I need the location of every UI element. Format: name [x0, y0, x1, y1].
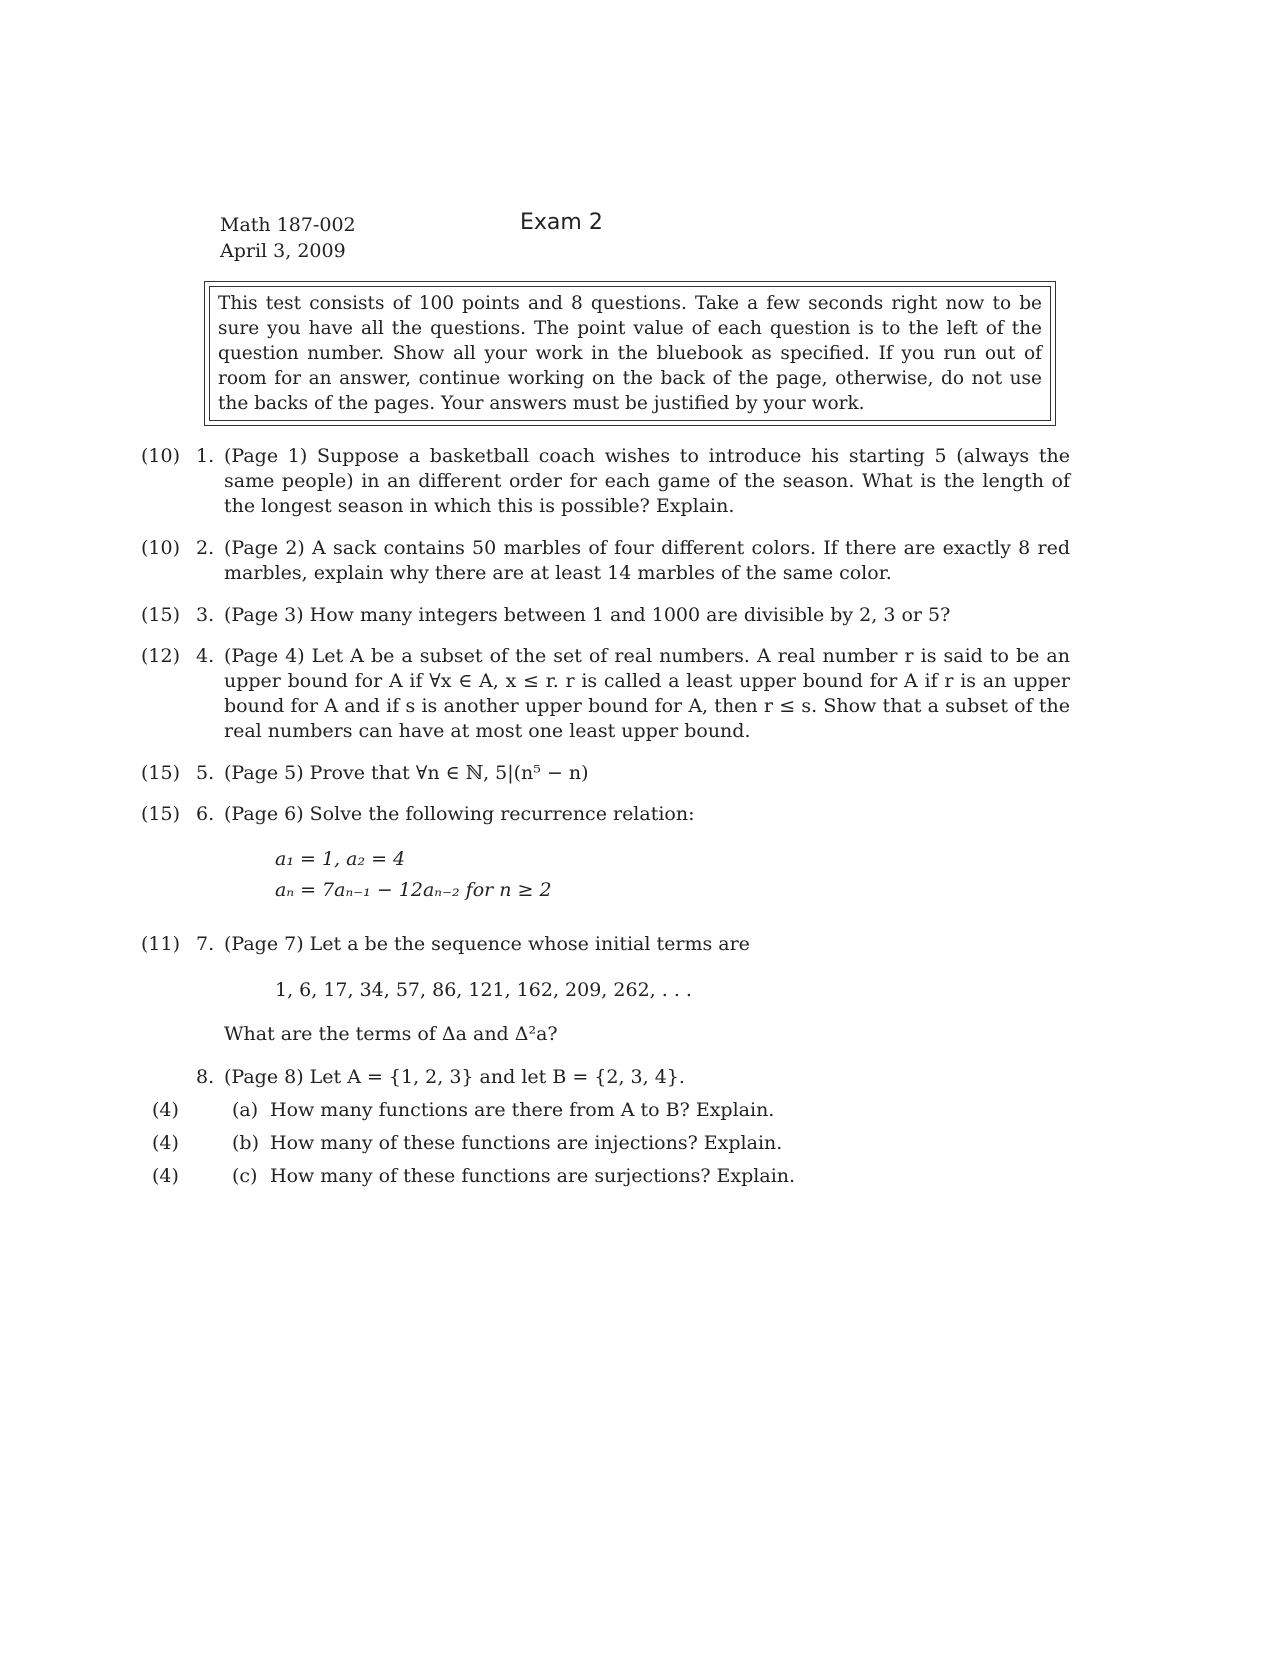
part-label: (c) [232, 1165, 258, 1187]
question-number: 5. [196, 762, 215, 784]
part-points: (4) [152, 1165, 179, 1187]
q6-equation-initial: a₁ = 1, a₂ = 4 [275, 848, 406, 870]
instructions-box [204, 281, 1056, 426]
question-points: (12) [140, 645, 180, 667]
part-label: (b) [232, 1132, 259, 1154]
question-points: (15) [140, 803, 180, 825]
question-number: 3. [196, 604, 215, 626]
part-points: (4) [152, 1099, 179, 1121]
q6-equation-recurrence: aₙ = 7aₙ₋₁ − 12aₙ₋₂ for n ≥ 2 [275, 879, 552, 901]
part-text: How many of these functions are injections? Explain. [270, 1132, 783, 1154]
question-text: (Page 1) Suppose a basketball coach wishes to introduce his starting 5 (always the same people) in an different order for each game of the season. What is the length of the longest season in which this is possible? Explain. [224, 445, 1070, 517]
header-info [220, 212, 356, 264]
q7-sequence: 1, 6, 17, 34, 57, 86, 121, 162, 209, 262, . . . [275, 979, 692, 1001]
part-text: How many of these functions are surjections? Explain. [270, 1165, 796, 1187]
question-number: 6. [196, 803, 215, 825]
question-text: (Page 5) Prove that ∀n ∈ ℕ, 5|(n⁵ − n) [224, 762, 589, 784]
question-points: (10) [140, 537, 180, 559]
question-number: 1. [196, 445, 215, 467]
question-text: (Page 2) A sack contains 50 marbles of four different colors. If there are exactly 8 red marbles, explain why there are at least 14 marbles of the same color. [224, 537, 1070, 584]
question-number: 8. [196, 1066, 215, 1088]
question-number: 4. [196, 645, 215, 667]
q7-followup: What are the terms of Δa and Δ²a? [224, 1023, 558, 1045]
instructions-text: This test consists of 100 points and 8 questions. Take a few seconds right now to be sure you have all the questions. The point value of each question is to the left of the question number. Show all your work in the bluebook as specified. If you run out of room for an answer, continue working on the back of the page, otherwise, do not use the backs of the pages. Your answers must be justified by your work. [209, 286, 1051, 421]
question-points: (11) [140, 933, 180, 955]
question-number: 7. [196, 933, 215, 955]
course-name: Math 187-002 [220, 214, 356, 236]
question-text: (Page 6) Solve the following recurrence relation: [224, 803, 695, 825]
question-text: (Page 3) How many integers between 1 and 1000 are divisible by 2, 3 or 5? [224, 604, 951, 626]
part-points: (4) [152, 1132, 179, 1154]
question-points: (15) [140, 762, 180, 784]
part-label: (a) [232, 1099, 259, 1121]
question-text: (Page 7) Let a be the sequence whose initial terms are [224, 933, 750, 955]
question-points: (15) [140, 604, 180, 626]
question-text: (Page 4) Let A be a subset of the set of real numbers. A real number r is said to be an upper bound for A if ∀x ∈ A, x ≤ r. r is called a least upper bound for A if r is an upper bound for A and if s is another upper bound for A, then r ≤ s. Show that a subset of the real numbers can have at most one least upper bound. [224, 645, 1070, 742]
question-number: 2. [196, 537, 215, 559]
question-points: (10) [140, 445, 180, 467]
question-text: (Page 8) Let A = {1, 2, 3} and let B = {2, 3, 4}. [224, 1066, 685, 1088]
part-text: How many functions are there from A to B? Explain. [270, 1099, 775, 1121]
exam-date: April 3, 2009 [220, 240, 346, 262]
exam-title: Exam 2 [520, 210, 603, 235]
